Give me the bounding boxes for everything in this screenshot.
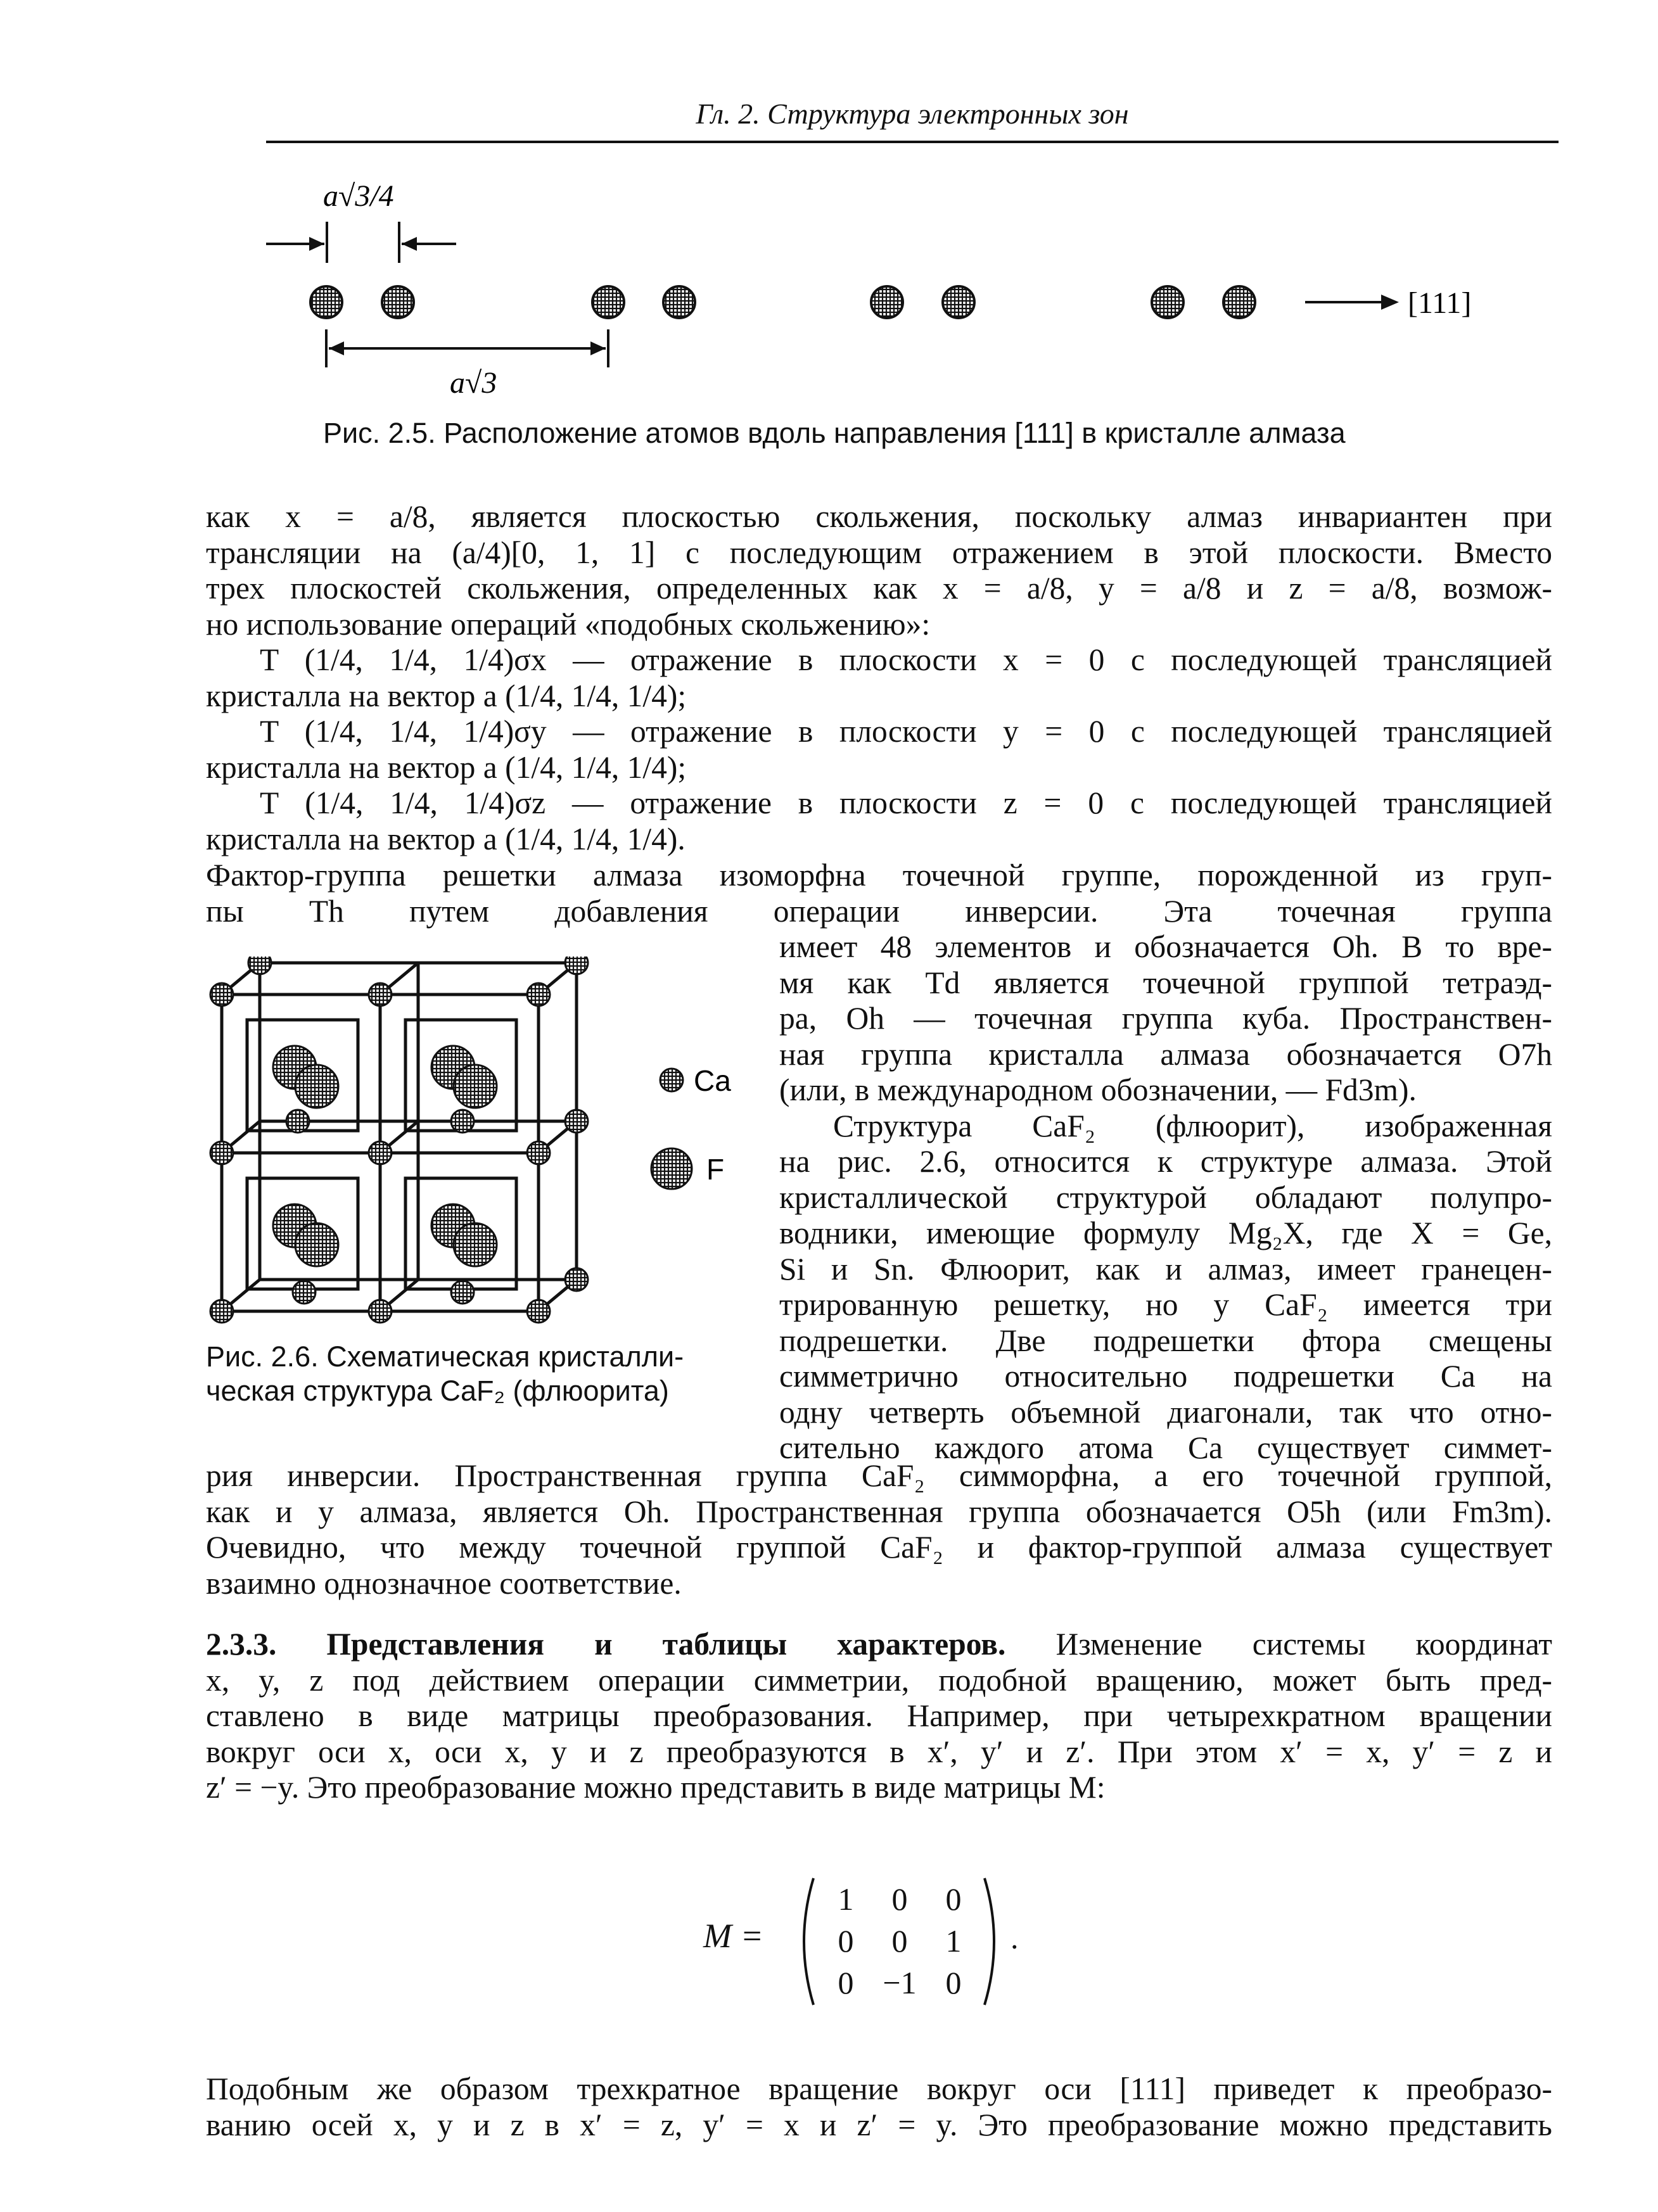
ca-atom <box>210 1300 233 1323</box>
matrix-body <box>820 1878 979 2004</box>
m22: 0 <box>891 1923 908 1959</box>
ca-atom <box>565 957 588 974</box>
direction-label: [111] <box>1408 286 1472 320</box>
matrix-row-3 <box>820 1962 979 2004</box>
op-x-line-2: кристалла на вектор a (1/4, 1/4, 1/4); <box>206 678 687 713</box>
p3-right-line-8: симметрично относительно подрешетки Ca на <box>779 1359 1552 1394</box>
p3-right-line-3: кристаллической структурой обладают полупро- <box>779 1179 1552 1215</box>
ca-atom <box>527 983 550 1006</box>
f-atom <box>295 1065 338 1108</box>
f-atom <box>295 1223 338 1266</box>
ca-atom <box>248 957 271 974</box>
p2-right-line-3: ра, Oh — точечная группа куба. Пространствен- <box>779 1001 1552 1036</box>
atom-7 <box>1152 286 1183 318</box>
legend-f-icon <box>651 1148 692 1189</box>
p3-line-4: взаимно однозначное соответствие. <box>206 1565 682 1601</box>
p1-line-2: трансляции на (a/4)[0, 1, 1] с последующим отражением в этой плоскости. Вместо <box>206 535 1552 570</box>
glide-operations-list <box>206 642 1552 857</box>
section-line-5: z′ = −y. Это преобразование можно представить в виде матрицы M: <box>206 1770 1106 1805</box>
p2-right-line-4: ная группа кристалла алмаза обозначается O7h <box>779 1036 1552 1072</box>
matrix-row-2 <box>820 1920 979 1962</box>
figure-2-5 <box>253 158 1559 405</box>
f-atom <box>454 1223 497 1266</box>
paragraph-3-full <box>206 1458 1552 1601</box>
label-a-sqrt3: a√3 <box>450 366 497 400</box>
direction-arrowhead <box>1381 295 1399 310</box>
p3-line-2: как и у алмаза, является Oh. Пространственная группа обозначается O5h (или Fm3m). <box>206 1494 1552 1529</box>
running-header-title: Гл. 2. Структура электронных зон <box>696 98 1129 130</box>
legend-ca-icon <box>660 1069 683 1091</box>
atom-8 <box>1223 286 1255 318</box>
p3-right-line-5: Si и Sn. Флюорит, как и алмаз, имеет гранецен- <box>779 1251 1552 1287</box>
dim-arrowhead-right <box>402 237 417 251</box>
legend-ca-label: Ca <box>694 1064 731 1097</box>
m23: 1 <box>945 1923 962 1959</box>
figure-2-6-caption <box>206 1340 684 1408</box>
ca-atom <box>210 983 233 1006</box>
section-line-4: вокруг оси x, оси x, y и z преобразуются в x′, y′ и z′. При этом x′ = x, y′ = z и <box>206 1734 1552 1769</box>
section-title: Представления и таблицы характеров. <box>326 1627 1006 1662</box>
p3-right-line-9: одну четверть объемной диагонали, так что отно- <box>779 1394 1552 1430</box>
m31: 0 <box>838 1965 854 2000</box>
section-line-1-text: Изменение системы координат <box>1055 1627 1553 1662</box>
atom-6 <box>943 286 974 318</box>
p3-line-3: Очевидно, что между точечной группой CaF₂ и фактор-группой алмаза существует <box>206 1530 1552 1565</box>
p1-line-1: как x = a/8, является плоскостью скольжения, поскольку алмаз инвариантен при <box>206 499 1552 534</box>
matrix-M <box>703 1869 1058 2008</box>
right-paren <box>981 1875 1006 2008</box>
m21: 0 <box>838 1923 854 1959</box>
op-z-line-1: T (1/4, 1/4, 1/4)σz — отражение в плоскости z = 0 с последующей трансляцией <box>260 785 1552 820</box>
p3-right-line-4: водники, имеющие формулу Mg₂X, где X = Ge, <box>779 1216 1552 1250</box>
section-line-2: x, y, z под действием операции симметрии, подобной вращению, может быть пред- <box>206 1662 1552 1698</box>
matrix-end-period: . <box>1011 1920 1019 1955</box>
running-header <box>266 95 1559 143</box>
final-line-2: ванию осей x, y и z в x′ = z, y′ = x и z′ = y. Это преобразование можно представить <box>206 2107 1552 2142</box>
f-atom <box>454 1065 497 1108</box>
p3-line-1: рия инверсии. Пространственная группа CaF₂ симморфна, а его точечной группой, <box>206 1458 1552 1493</box>
paragraph-2-full <box>206 858 1552 929</box>
section-2-3-3 <box>206 1627 1552 1806</box>
p2-right-line-2: мя как Td является точечной группой тетраэд- <box>779 965 1552 1000</box>
p2-line-1: Фактор-группа решетки алмаза изоморфна точечной группе, порожденной из груп- <box>206 858 1552 893</box>
ca-atom <box>369 1300 392 1323</box>
final-line-1: Подобным же образом трехкратное вращение вокруг оси [111] приведет к преобразо- <box>206 2071 1552 2106</box>
label-a-sqrt3-over-4: a√3/4 <box>323 179 394 213</box>
atom-3 <box>592 286 624 318</box>
m32: −1 <box>883 1965 917 2000</box>
m11: 1 <box>838 1881 854 1917</box>
section-line-3: ставлено в виде матрицы преобразования. Например, при четырехкратном вращении <box>206 1698 1552 1733</box>
p1-line-4: но использование операций «подобных скольжению»: <box>206 606 931 642</box>
dim-bottom-arrowhead-left <box>329 341 344 355</box>
ca-atom <box>369 1141 392 1164</box>
figure-2-6 <box>203 957 760 1349</box>
m33: 0 <box>945 1965 962 2000</box>
ca-atom <box>293 1281 316 1304</box>
figure-2-5-caption: Рис. 2.5. Расположение атомов вдоль направления [111] в кристалле алмаза <box>323 417 1346 449</box>
p3-right-line-1: Структура CaF₂ (флюорит), изображенная <box>833 1108 1552 1143</box>
m13: 0 <box>945 1881 962 1917</box>
matrix-label: M = <box>703 1917 763 1955</box>
ca-atom <box>210 1141 233 1164</box>
p2-line-2: пы Th путем добавления операции инверсии. Эта точечная группа <box>206 893 1552 929</box>
p3-right-line-10: сительно каждого атома Ca существует симмет- <box>779 1430 1552 1465</box>
op-x-line-1: T (1/4, 1/4, 1/4)σx — отражение в плоскости x = 0 с последующей трансляцией <box>260 642 1552 677</box>
left-paren <box>792 1875 817 2008</box>
right-column-text <box>779 929 1552 1466</box>
dim-bottom-arrowhead-right <box>590 341 606 355</box>
final-paragraph <box>206 2071 1552 2143</box>
ca-atom <box>369 983 392 1006</box>
ca-atom <box>565 1110 588 1133</box>
ca-atom <box>527 1300 550 1323</box>
cube-lattice <box>222 963 577 1311</box>
op-z-line-2: кристалла на вектор a (1/4, 1/4, 1/4). <box>206 821 686 856</box>
m12: 0 <box>891 1881 908 1917</box>
p3-right-line-6: трированную решетку, но у CaF₂ имеется три <box>779 1287 1552 1322</box>
atom-4 <box>663 286 695 318</box>
legend-f-label: F <box>706 1153 725 1186</box>
p1-line-3: трех плоскостей скольжения, определенных как x = a/8, y = a/8 и z = a/8, возмож- <box>206 571 1552 606</box>
op-y-line-1: T (1/4, 1/4, 1/4)σy — отражение в плоскости y = 0 с последующей трансляцией <box>260 714 1552 749</box>
atom-2 <box>382 286 414 318</box>
matrix-row-1 <box>820 1878 979 1920</box>
section-number: 2.3.3. <box>206 1627 277 1662</box>
paragraph-1 <box>206 499 1552 642</box>
section-line-1 <box>206 1627 1552 1663</box>
ca-atom <box>451 1281 474 1304</box>
op-y-line-2: кристалла на вектор a (1/4, 1/4, 1/4); <box>206 749 687 785</box>
atom-5 <box>871 286 903 318</box>
ca-atom <box>565 1268 588 1291</box>
ca-atom <box>451 1110 474 1133</box>
dim-arrowhead-left <box>309 237 324 251</box>
p2-right-line-5: (или, в международном обозначении, — Fd3m). <box>779 1072 1417 1107</box>
atom-1 <box>310 286 342 318</box>
ca-atom <box>286 1110 309 1133</box>
ca-atom <box>527 1141 550 1164</box>
p2-right-line-1: имеет 48 элементов и обозначается Oh. В то вре- <box>779 929 1552 964</box>
figure-2-6-caption-line-2: ческая структура CaF₂ (флюорита) <box>206 1375 669 1407</box>
p3-right-line-7: подрешетки. Две подрешетки фтора смещены <box>779 1323 1552 1358</box>
p3-right-line-2: на рис. 2.6, относится к структуре алмаза. Этой <box>779 1144 1552 1179</box>
figure-2-6-caption-line-1: Рис. 2.6. Схематическая кристалли- <box>206 1340 684 1373</box>
